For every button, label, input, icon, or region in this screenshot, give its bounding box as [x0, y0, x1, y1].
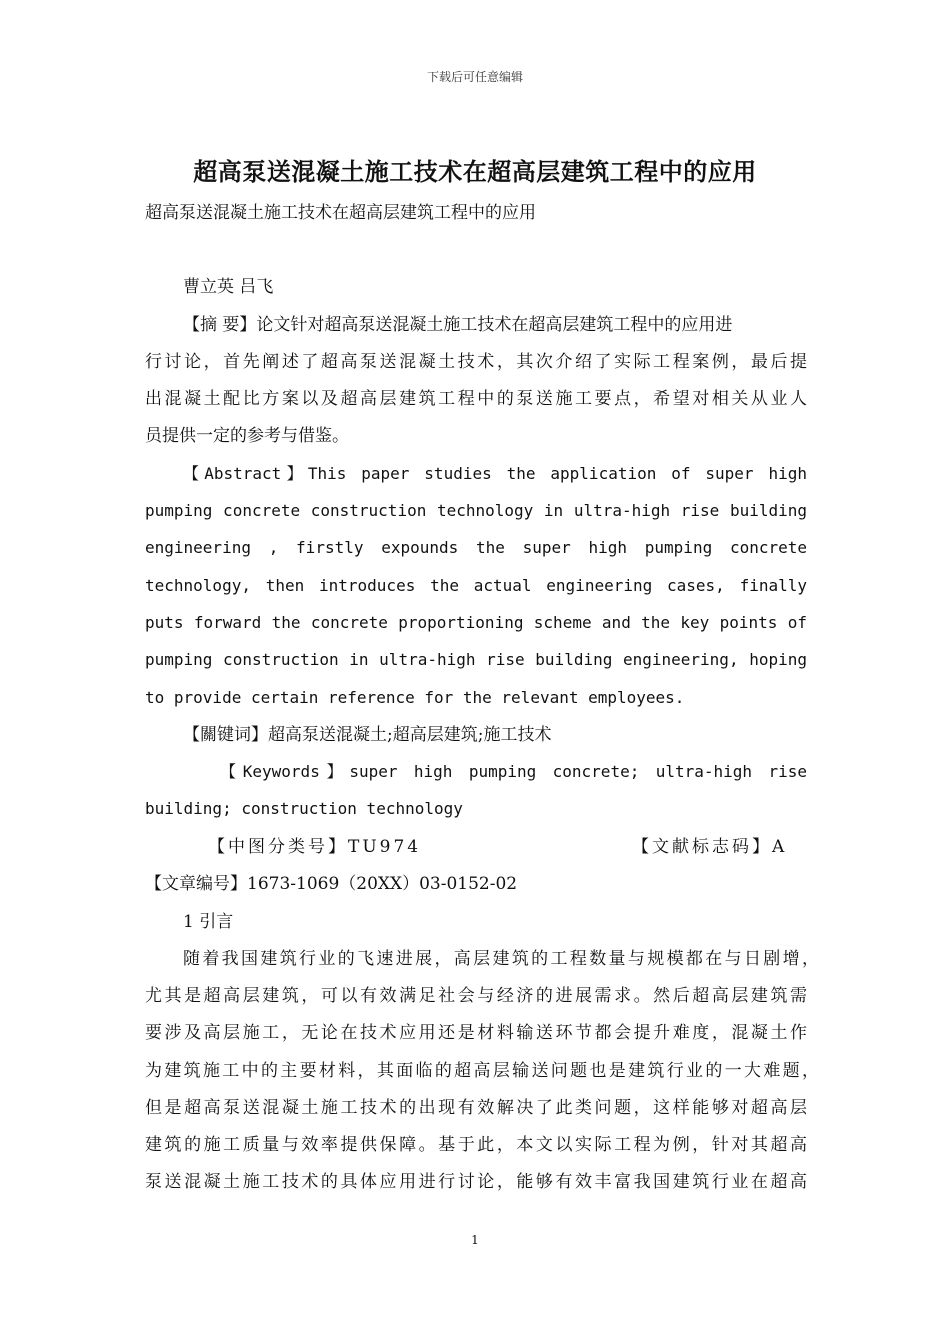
- keywords-en-line: building; construction technology: [145, 799, 463, 818]
- intro-line: 建筑的施工质量与效率提供保障。基于此，本文以实际工程为例，针对其超高: [145, 1135, 807, 1155]
- authors: 曹立英 吕飞: [183, 277, 274, 297]
- abstract-en-line: technology, then introduces the actual engineering cases, finally: [145, 576, 807, 595]
- abstract-cn-line: 员提供一定的参考与借鉴。: [145, 426, 349, 446]
- document-subtitle: 超高泵送混凝土施工技术在超高层建筑工程中的应用: [145, 203, 536, 223]
- abstract-cn-line: 行讨论，首先阐述了超高泵送混凝土技术，其次介绍了实际工程案例，最后提: [145, 352, 807, 372]
- abstract-cn-line: 【摘 要】论文针对超高泵送混凝土施工技术在超高层建筑工程中的应用进: [183, 315, 733, 335]
- intro-line: 泵送混凝土施工技术的具体应用进行讨论，能够有效丰富我国建筑行业在超高: [145, 1172, 807, 1192]
- keywords-cn: 【關键词】超高泵送混凝土;超高层建筑;施工技术: [183, 725, 552, 745]
- intro-line: 尤其是超高层建筑，可以有效满足社会与经济的进展需求。然后超高层建筑需: [145, 986, 807, 1006]
- intro-line: 为建筑施工中的主要材料，其面临的超高层输送问题也是建筑行业的一大难题，: [145, 1061, 819, 1081]
- article-number: 【文章编号】1673-1069（20XX）03-0152-02: [145, 874, 518, 894]
- abstract-en-line: engineering , firstly expounds the super high pumping concrete: [145, 538, 807, 557]
- abstract-en-line: pumping concrete construction technology in ultra-high rise building: [145, 501, 807, 520]
- keywords-en-line: 【Keywords】super high pumping concrete; ultra-high rise: [220, 762, 807, 781]
- abstract-en-line: pumping construction in ultra-high rise building engineering, hoping: [145, 650, 807, 669]
- abstract-en-line: to provide certain reference for the relevant employees.: [145, 688, 685, 707]
- section-heading: 1 引言: [183, 912, 234, 932]
- abstract-en-line: puts forward the concrete proportioning scheme and the key points of: [145, 613, 807, 632]
- page-header: 下载后可任意编辑: [426, 70, 523, 84]
- page-number: 1: [471, 1233, 479, 1247]
- intro-line: 随着我国建筑行业的飞速进展，高层建筑的工程数量与规模都在与日剧增，: [183, 949, 819, 969]
- document-title: 超高泵送混凝土施工技术在超高层建筑工程中的应用: [193, 157, 757, 186]
- abstract-cn-line: 出混凝土配比方案以及超高层建筑工程中的泵送施工要点，希望对相关从业人: [145, 389, 807, 409]
- abstract-en-line: 【Abstract】This paper studies the application of super high: [183, 464, 807, 483]
- document-code: 【文献标志码】A: [632, 837, 788, 857]
- intro-line: 但是超高泵送混凝土施工技术的出现有效解决了此类问题，这样能够对超高层: [145, 1098, 807, 1118]
- classification-number: 【中图分类号】TU974: [208, 837, 422, 857]
- intro-line: 要涉及高层施工，无论在技术应用还是材料输送环节都会提升难度，混凝土作: [145, 1023, 807, 1043]
